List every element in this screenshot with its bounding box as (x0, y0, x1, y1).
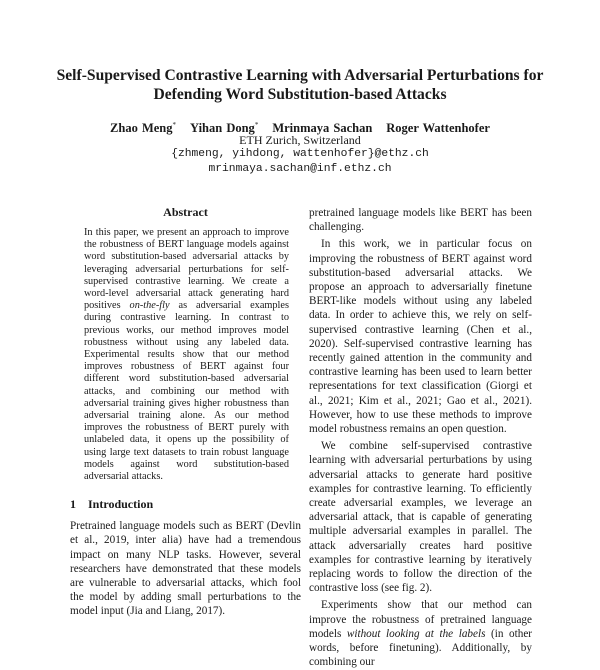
equal-contribution-mark: * (172, 121, 177, 129)
author-name: Mrinmaya Sachan (272, 121, 373, 135)
abstract-emphasis: on-the-fly (129, 300, 170, 312)
left-column (70, 205, 301, 619)
abstract-text-part: as adversarial examples during contrastive learning. In contrast to previous works, our method improves model robustness without using any labeled data. Experimental results show that our method improves robustness of BERT against four different word substitution-based adversarial attacks, and combining our method with adversarial training gives higher robustness than adversarial training alone. As our method improves the robustness of BERT purely with unlabeled data, it opens up the possibility of using large text datasets to train robust language models against word substitution-based adversarial attacks. (84, 300, 289, 483)
author-name: Yihan Dong (190, 121, 255, 135)
abstract-heading: Abstract (163, 205, 208, 219)
intro-paragraph: Pretrained language models such as BERT (Devlin et al., 2019, inter alia) have had a tremendous impact on many NLP tasks. However, several researchers have demonstrated that these models are vulnerable to adversarial attacks, which fool the model by adding small perturbations to the model input (Jia and Liang, 2017). (70, 520, 301, 618)
paragraph-text-part: Experiments show that our method can improve the robustness of pretrained language models (309, 599, 532, 640)
email-line: mrinmaya.sachan@inf.ethz.ch (208, 163, 392, 175)
author-name: Roger Wattenhofer (386, 121, 490, 135)
section-title: Introduction (88, 497, 154, 512)
paragraph-emphasis: without looking at the labels (346, 627, 486, 640)
email-line: {zhmeng, yihdong, wattenhofer}@ethz.ch (171, 148, 429, 160)
intro-paragraph-continued: pretrained language models like BERT has been challenging. (309, 207, 532, 234)
paragraph-text-part: (in other words, before finetuning). Additionally, by combining our (309, 627, 533, 669)
abstract-text-part: In this paper, we present an approach to improve the robustness of BERT language models against word substitution-based adversarial attacks by leveraging adversarial perturbations for self-supervised contrastive learning. We create a word-level adversarial attack generating hard positives (84, 227, 289, 312)
intro-paragraph (309, 598, 532, 669)
section-heading (70, 497, 301, 511)
intro-paragraph: We combine self-supervised contrastive learning with adversarial perturbations by using adversarial attacks to generate hard positive examples for contrastive learning. To efficiently create adversarial examples, we leverage an adversarial attack, that is capable of generating multiple adversarial examples in parallel. The attack adversarially creates hard positive examples for contrastive learning by iteratively replacing words to follow the direction of the contrastive loss (see fig. 2). (309, 440, 532, 595)
title-line-2: Defending Word Substitution-based Attacks (153, 86, 447, 103)
section-number: 1 (70, 497, 76, 512)
affiliation: ETH Zurich, Switzerland (239, 133, 361, 147)
author-name: Zhao Meng (110, 121, 173, 135)
paper-title (40, 66, 560, 104)
equal-contribution-mark: * (254, 121, 259, 129)
intro-paragraph: In this work, we in particular focus on improving the robustness of BERT against word substitution-based adversarial attacks. We propose an approach to adversarially finetune BERT-like models without using any labeled data. In order to achieve this, we rely on self-supervised contrastive learning (Chen et al., 2020). Self-supervised contrastive learning has recently gained attention in the community and contrastive learning has been used to learn better representations for text classification (Giorgi et al., 2021; Kim et al., 2021; Gao et al., 2021). However, how to use these methods to improve model robustness remains an open question. (309, 238, 532, 436)
title-line-1: Self-Supervised Contrastive Learning with Adversarial Perturbations for (56, 67, 544, 84)
abstract-text (84, 227, 289, 483)
